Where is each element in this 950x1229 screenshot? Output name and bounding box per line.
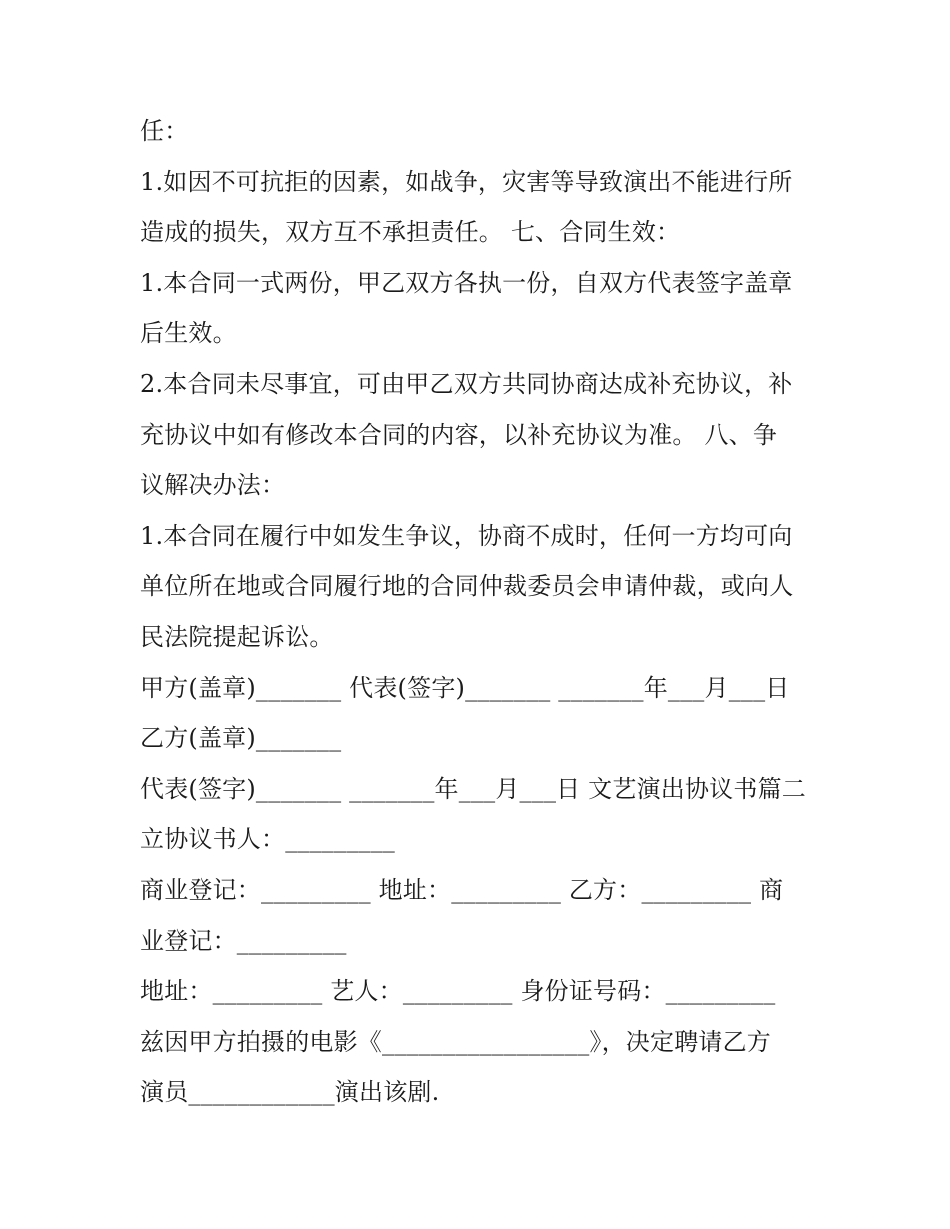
text-line: 造成的损失，双方互不承担责任。 七、合同生效： <box>140 218 681 247</box>
business-registration-line-continued: 业登记：_________ <box>140 926 347 955</box>
text-line: 2.本合同未尽事宜，可由甲乙双方共同协商达成补充协议，补 <box>140 369 793 398</box>
representative-signature-line: 代表(签字)_______ _______年___月___日 文艺演出协议书篇二 <box>140 774 806 803</box>
business-registration-line: 商业登记：_________ 地址：_________ 乙方：_________ 商 <box>140 875 784 904</box>
signature-line-party-b: 乙方(盖章)_______ <box>140 724 342 753</box>
film-title-line: 兹因甲方拍摄的电影《_________________》，决定聘请乙方 <box>140 1027 771 1056</box>
actor-line: 演员____________演出该剧. <box>140 1078 440 1107</box>
text-line: 任： <box>140 117 189 145</box>
text-line: 议解决办法： <box>140 471 286 500</box>
text-line: 1.如因不可抗拒的因素，如战争，灾害等导致演出不能进行所 <box>140 167 793 196</box>
text-line: 后生效。 <box>140 319 237 348</box>
text-line: 民法院提起诉讼。 <box>140 622 334 651</box>
text-line: 充协议中如有修改本合同的内容，以补充协议为准。 八、争 <box>140 420 778 449</box>
agreement-party-line: 立协议书人：_________ <box>140 825 395 854</box>
address-artist-id-line: 地址：_________ 艺人：_________ 身份证号码：_________ <box>140 977 776 1006</box>
text-line: 1.本合同在履行中如发生争议，协商不成时，任何一方均可向 <box>140 521 793 550</box>
text-line: 1.本合同一式两份，甲乙双方各执一份，自双方代表签字盖章 <box>140 268 793 297</box>
signature-line-party-a: 甲方(盖章)_______ 代表(签字)_______ _______年___月___日 <box>140 673 790 702</box>
document-body <box>140 106 820 1118</box>
text-line: 单位所在地或合同履行地的合同仲裁委员会申请仲裁，或向人 <box>140 572 794 601</box>
